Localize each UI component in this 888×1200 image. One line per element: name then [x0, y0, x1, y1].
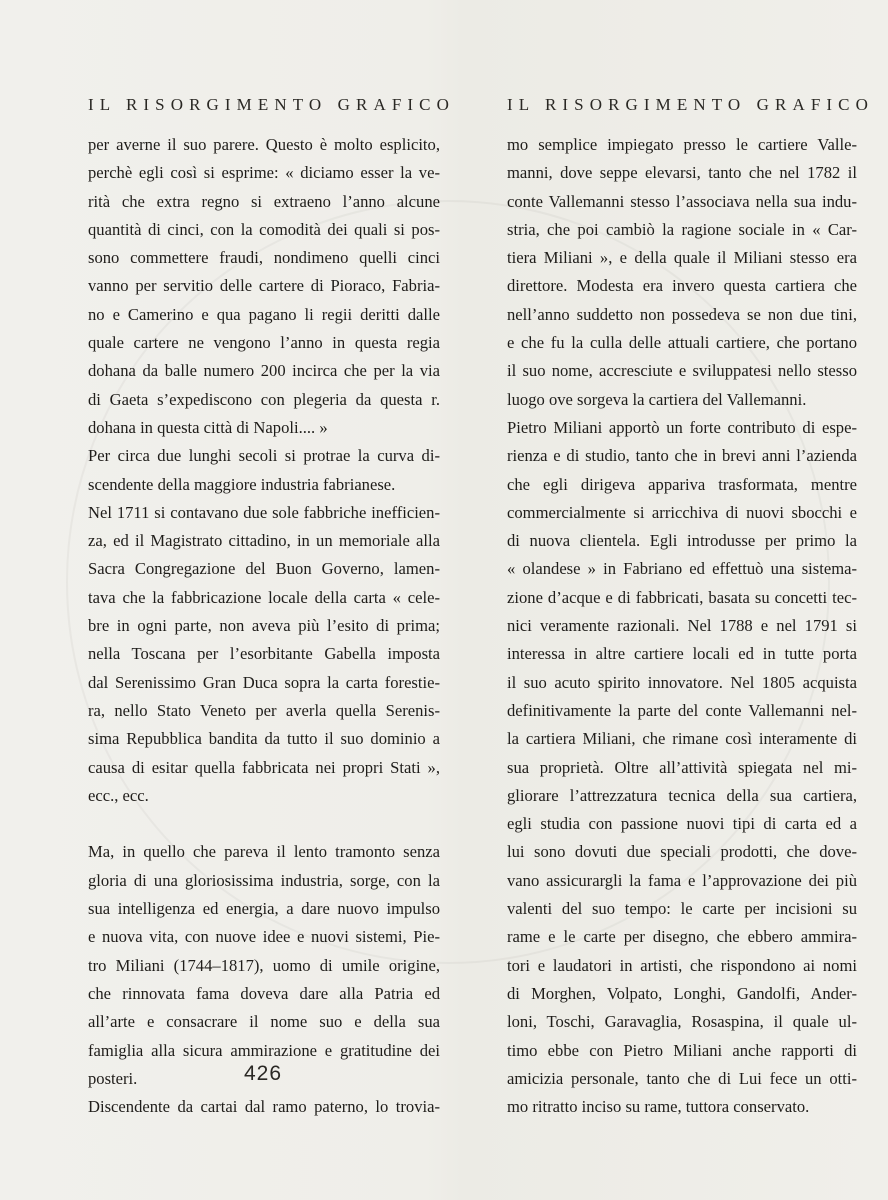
text-line: nell’anno suddetto non possedeva se non due tini, [507, 304, 857, 324]
text-line: sua intelligenza ed energia, a dare nuovo impulso [88, 899, 440, 919]
text-line: nici veramente razionali. Nel 1788 e nel 1791 si [507, 616, 857, 636]
text-line: no e Camerino e qua pagano li regii deritti dalle [88, 304, 440, 324]
text-line: perchè egli così si esprime: « diciamo esser la ve- [88, 163, 440, 183]
right-page-column [507, 94, 874, 1121]
text-line: « olandese » in Fabriano ed effettuò una sistema- [507, 559, 857, 579]
text-line: sima Repubblica bandita da tutto il suo dominio a [88, 729, 440, 749]
right-running-head: IL RISORGIMENTO GRAFICO [507, 95, 874, 114]
text-line: ra, nello Stato Veneto per averla quella Serenis- [88, 700, 440, 720]
text-line: stria, che poi cambiò la ragione sociale in « Car- [507, 219, 857, 239]
text-line: dohana da balle numero 200 incirca che per la via [88, 361, 440, 381]
text-line: amicizia personale, tanto che di Lui fece un otti- [507, 1068, 857, 1088]
text-line: vanno per servitio delle cartere di Pioraco, Fabria- [88, 276, 440, 296]
right-body-text [507, 131, 857, 1121]
text-line: dal Serenissimo Gran Duca sopra la carta forestie- [88, 672, 440, 692]
text-line: Ma, in quello che pareva il lento tramonto senza [88, 842, 440, 862]
text-line: nella Toscana per l’esorbitante Gabella imposta [88, 644, 440, 664]
text-line: Sacra Congregazione del Buon Governo, lamen- [88, 559, 440, 579]
text-line: bre in ogni parte, non aveva più l’esito di prima; [88, 616, 440, 636]
left-page-column [88, 94, 455, 1121]
text-line: valenti del suo tempo: le carte per incisioni su [507, 899, 857, 919]
text-line: di nuova clientela. Egli introdusse per primo la [507, 531, 857, 551]
text-line: vano assicurargli la fama e l’approvazione dei più [507, 870, 857, 890]
text-line: di Gaeta s’expediscono con plegeria da questa r. [88, 389, 440, 409]
text-line: sua proprietà. Oltre all’attività spiegata nel mi- [507, 757, 857, 777]
text-line: gloria di una gloriosissima industria, sorge, con la [88, 870, 440, 890]
text-line: definitivamente la parte del conte Vallemanni nel- [507, 700, 857, 720]
text-line: Discendente da cartai dal ramo paterno, lo trovia- [88, 1097, 440, 1117]
text-line: all’arte e consacrare il nome suo e della sua [88, 1012, 440, 1032]
text-line: ecc., ecc. [88, 785, 149, 805]
text-line: sono commettere fraudi, nondimeno quelli cinci [88, 248, 440, 268]
text-line: za, ed il Magistrato cittadino, in un memoriale alla [88, 531, 440, 551]
text-line: rame e le carte per disegno, che ebbero ammira- [507, 927, 857, 947]
text-line: gliorare l’attrezzatura tecnica della sua cartiera, [507, 785, 857, 805]
text-line: quale cartere ne vengono l’anno in questa regia [88, 333, 440, 353]
text-line: causa di esitar quella fabbricata nei propri Stati », [88, 757, 440, 777]
text-line: dohana in questa città di Napoli.... » [88, 417, 328, 437]
text-line: la cartiera Miliani, che rimane così interamente di [507, 729, 857, 749]
text-line: e che fu la culla delle attuali cartiere, che portano [507, 333, 857, 353]
text-line: manni, dove seppe elevarsi, tanto che nel 1782 il [507, 163, 857, 183]
text-line: interessa in altre cartiere locali ed in tutte porta [507, 644, 857, 664]
text-line: luogo ove sorgeva la cartiera del Vallemanni. [507, 389, 807, 409]
text-line: tava che la fabbricazione locale della carta « cele- [88, 587, 440, 607]
text-line: posteri. [88, 1068, 138, 1088]
text-line: commercialmente si arricchiva di nuovi sbocchi e [507, 502, 857, 522]
text-line: che rinnovata fama doveva dare alla Patria ed [88, 983, 440, 1003]
text-line: quantità di cinci, con la comodità dei quali si pos- [88, 219, 440, 239]
text-line: rità che extra regno si extraeno l’anno alcune [88, 191, 440, 211]
text-line: il suo nome, accresciute e sviluppatesi nello stesso [507, 361, 857, 381]
left-body-text [88, 131, 440, 1121]
text-line: rienza e di studio, tanto che in brevi anni l’azienda [507, 446, 857, 466]
text-line: lui sono dovuti due speciali prodotti, che dove- [507, 842, 857, 862]
text-line: loni, Toschi, Garavaglia, Rosaspina, il quale ul- [507, 1012, 857, 1032]
text-line: conte Vallemanni stesso l’associava nella sua indu- [507, 191, 857, 211]
text-line: egli studia con passione nuovi tipi di carta ed a [507, 814, 857, 834]
text-line: zione d’acque e di fabbricati, basata su concetti tec- [507, 587, 857, 607]
text-line: e nuova vita, con nuove idee e nuovi sistemi, Pie- [88, 927, 440, 947]
text-line: famiglia alla sicura ammirazione e gratitudine dei [88, 1040, 440, 1060]
left-running-head: IL RISORGIMENTO GRAFICO [88, 95, 455, 114]
paragraph-gap [88, 810, 440, 838]
text-line: scendente della maggiore industria fabrianese. [88, 474, 396, 494]
text-line: tiera Miliani », e della quale il Miliani stesso era [507, 248, 857, 268]
text-line: tori e laudatori in artisti, che rispondono ai nomi [507, 955, 857, 975]
text-line: il suo acuto spirito innovatore. Nel 1805 acquista [507, 672, 857, 692]
text-line: mo semplice impiegato presso le cartiere Valle- [507, 135, 857, 154]
text-line: Pietro Miliani apportò un forte contributo di espe- [507, 417, 857, 437]
text-line: direttore. Modesta era invero questa cartiera che [507, 276, 857, 296]
text-line: Per circa due lunghi secoli si protrae la curva di- [88, 446, 440, 466]
text-line: tro Miliani (1744–1817), uomo di umile origine, [88, 955, 440, 975]
text-line: timo ebbe con Pietro Miliani anche rapporti di [507, 1040, 857, 1060]
text-line: Nel 1711 si contavano due sole fabbriche inefficien- [88, 502, 440, 522]
page-number: 426 [244, 1062, 283, 1085]
text-line: di Morghen, Volpato, Longhi, Gandolfi, Ander- [507, 983, 857, 1003]
text-line: per averne il suo parere. Questo è molto esplicito, [88, 135, 440, 154]
text-line: che egli dirigeva appariva trasformata, mentre [507, 474, 857, 494]
text-line: mo ritratto inciso su rame, tuttora conservato. [507, 1097, 810, 1117]
